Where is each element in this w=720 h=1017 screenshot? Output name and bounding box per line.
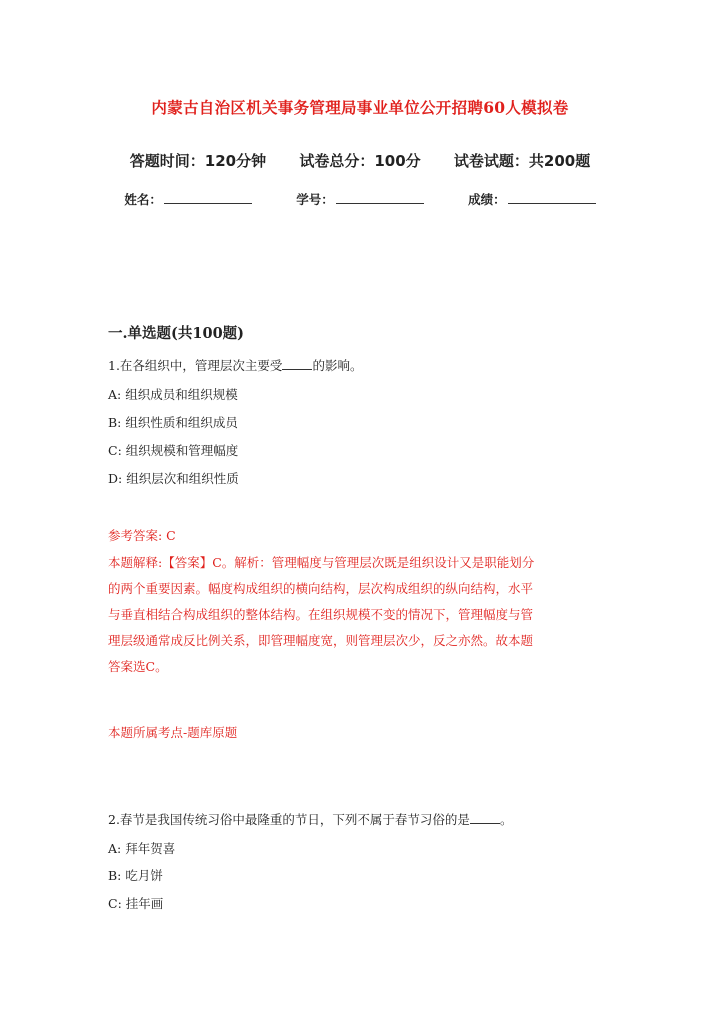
- exam-total-score: 试卷总分：100分: [299, 152, 421, 170]
- explanation-line: 本题解释:【答案】C。解析：管理幅度与管理层次既是组织设计又是职能划分: [108, 555, 535, 570]
- question-1-option-a[interactable]: A: 组织成员和组织规模: [108, 387, 238, 402]
- explanation-line: 理层级通常成反比例关系，即管理幅度宽，则管理层次少，反之亦然。故本题: [108, 633, 534, 648]
- question-2-option-a[interactable]: A: 拜年贺喜: [108, 841, 176, 856]
- question-1-stem-after: 的影响。: [312, 358, 363, 373]
- exam-time: 答题时间：120分钟: [129, 152, 267, 170]
- score-blank[interactable]: [508, 191, 596, 204]
- question-2-option-c[interactable]: C: 挂年画: [108, 896, 164, 911]
- question-2-stem-after: 。: [499, 812, 513, 827]
- section-title: 一.单选题(共100题): [108, 325, 245, 342]
- question-1-option-c[interactable]: C: 组织规模和管理幅度: [108, 443, 239, 458]
- student-id-label: 学号：: [296, 192, 334, 207]
- explanation-line: 答案选C。: [108, 659, 168, 674]
- question-2-option-b[interactable]: B: 吃月饼: [108, 868, 163, 883]
- question-2-blank: [470, 813, 500, 824]
- question-1-source: 本题所属考点-题库原题: [108, 725, 238, 740]
- exam-total-questions: 试卷试题：共200题: [453, 152, 591, 170]
- question-2-stem: [108, 810, 512, 828]
- score-field[interactable]: [468, 190, 596, 208]
- name-field[interactable]: [124, 190, 252, 208]
- question-1-answer: 参考答案: C: [108, 528, 176, 543]
- question-1-stem: [108, 356, 362, 374]
- explanation-line: 的两个重要因素。幅度构成组织的横向结构，层次构成组织的纵向结构，水平: [108, 581, 534, 596]
- exam-meta: [0, 150, 720, 171]
- question-1-blank: [282, 359, 312, 370]
- student-id-field[interactable]: [296, 190, 424, 208]
- question-1-explanation: [108, 550, 608, 680]
- student-id-blank[interactable]: [336, 191, 424, 204]
- question-1-option-d[interactable]: D: 组织层次和组织性质: [108, 471, 239, 486]
- score-label: 成绩：: [468, 192, 506, 207]
- explanation-line: 与垂直相结合构成组织的整体结构。在组织规模不变的情况下，管理幅度与管: [108, 607, 534, 622]
- question-1-option-b[interactable]: B: 组织性质和组织成员: [108, 415, 238, 430]
- student-fields: [0, 190, 720, 208]
- question-2-stem-before: 2.春节是我国传统习俗中最隆重的节日，下列不属于春节习俗的是: [108, 812, 470, 827]
- name-label: 姓名：: [124, 192, 162, 207]
- question-1-stem-before: 1.在各组织中，管理层次主要受: [108, 358, 283, 373]
- exam-title: 内蒙古自治区机关事务管理局事业单位公开招聘60人模拟卷: [151, 98, 569, 117]
- name-blank[interactable]: [164, 191, 252, 204]
